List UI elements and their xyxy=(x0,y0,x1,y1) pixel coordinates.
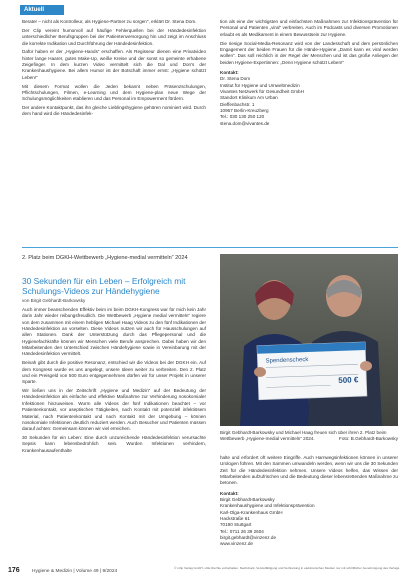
photo-credit: Foto: B.Gebhardt-Barkowsky xyxy=(339,436,398,442)
contact-line: Krankenhaushygiene und Infektionsprävention xyxy=(220,503,315,509)
section-tag: Aktuell xyxy=(20,5,64,15)
article-byline: von Birgit Gebhardt-Barkowsky xyxy=(22,298,86,303)
contact-line: Dr. Stena Dom xyxy=(220,76,251,82)
contact-line: Institut für Hygiene und Umweltmedizin xyxy=(220,82,300,88)
top-article-left-column xyxy=(22,19,206,120)
top-article-right-column xyxy=(220,19,398,127)
contact-label: Kontakt: xyxy=(220,490,239,496)
photo-caption xyxy=(220,430,398,442)
award-photo xyxy=(220,254,398,426)
paragraph: Berater – nicht als Kontrolleur, als Hygiene-Partner zu sorgen", erklärt Dr. Stena Dom. xyxy=(22,19,197,24)
contact-line: Vivantes Netzwerk für Gesundheit GmbH xyxy=(220,88,304,94)
contact-line: Dieffenbachstr. 1 xyxy=(220,101,255,107)
page-number: 176 xyxy=(8,567,20,574)
paragraph: Dafür haben er der „Hygiene-Hands“ erschaffen. Als Regisseur dienen eine Privatvideo hinter lange Haarer, gutes Make-Up, weiße Kreise und der sonst so gemeinte erhabene Zeigefinger. In dem kurzen Video vermittelt sich die Dal und Don's der Krankenhaushygiene. Bei allem Humor ist der Botschaft immer ernst: „Hygiene schützt Leben!“ xyxy=(22,49,206,80)
contact-line: Hackstraße 61 xyxy=(220,516,250,522)
cheque-amount: 500 € xyxy=(338,375,359,385)
contact-website[interactable]: www.vinzenz.de xyxy=(220,541,253,547)
contact-line: Tel.: 0711 26 39 2604 xyxy=(220,528,264,534)
contact-block-top xyxy=(220,70,398,127)
contact-label: Kontakt: xyxy=(220,69,239,75)
paragraph: Der andere Kontaktpunkt, das ihn gleiche Lieblingshygiene gehören nominiert wird. Durch dem hand wird die Händedesinfek- xyxy=(22,105,206,117)
contact-line: 70190 Stuttgart xyxy=(220,522,252,528)
paragraph: 30 Sekunden für ein Leben: Eine durch unzureichende Händedesinfektion verursachte Sepsis kann lebensbedrohlich sein. Wurden Infektionen verhindern, Krankenhausaufenthalte xyxy=(22,435,206,453)
paragraph: Wir ließen uns in der Zeitschrift „Hygiene und Medizin“ auf der Bedeutung der Händedesinfektion als einfache und effektive Maßnahme zur Verhinderung nosokomialer Infektionen hinzuweisen. Wurm alle Videos der fünf Indikationen beachtet – vor Patientenkontakt, vor aseptischen Tätigkeiten, nach Kontakt mit potenziell infektiösem Material, nach Patientenkontakt und nach Kontakt mit der Umgebung – können nosokomiale Infektionen deutlich reduziert werden. Auch Besucher und Patienten müssen darauf achten: Gemeinsam können wir viel erreichen. xyxy=(22,388,206,432)
paragraph: Mit diesem Format wollen die Jeden bekannt neben Präsenzschulungen, Pflichtschulungen, Filmen, e-Learning und dem Hygiene-plan neue Wege der Schulungsmöglichkeiten etablieren und das Personal im Empowerment fördern. xyxy=(22,83,206,102)
contact-line: Standort Klinikum Am Urban xyxy=(220,95,278,101)
contact-line: Birgit Gebhardt-Barkowsky xyxy=(220,497,275,503)
contact-email[interactable]: stena.dom@vivantes.de xyxy=(220,120,270,126)
contact-line: 10967 Berlin-Kreuzberg xyxy=(220,107,269,113)
contact-block-bottom xyxy=(220,491,398,548)
contact-email[interactable]: birgit.gebhardt@vinzenz.de xyxy=(220,535,276,541)
section-divider xyxy=(22,247,398,248)
legal-notice: © mhp Verlag GmbH • Alle Rechte vorbehalten. Nachdruck, Vervielfältigung und Verbreitung in elektronischen Medien nur mit schriftlicher Genehmigung des Verlags. xyxy=(174,566,401,570)
contact-line: Karl-Olga-Krankenhaus GmbH xyxy=(220,509,283,515)
publication-info: Hygiene & Medizin | Volume 49 | 9/2024 xyxy=(32,568,118,574)
paragraph: tion als eine der wichtigsten und einfachsten Maßnahmen zur Infektionsprävention für Personal und Patienten „viral“ verbreiten. Auch im Podcasts und diversen Promotionen erlaubt es als Medikament in einem Bewusstsein zur Hygiene. xyxy=(220,19,398,37)
article-right-column xyxy=(220,455,398,548)
paragraph: Die riesige Social-Media-Resonanz wird von der Landesschaft und dem persönlichen Engagement der beiden Frauen für die Hände-Hygiene „Damit kann es viral werden wollen“. Das soll reichlich in der Regel der Menschen und ist das große Anliegen der beiden Hygiene-Expertinnen: „Denn Hygiene schützt Leben!“ xyxy=(220,40,398,65)
caption-text: Birgit Gebhardt-Barkowsky und Michael Haag freuen sich über ihren 2. Platz beim Wettbewerb „Hygiene-medial vermitteln“ 2024. xyxy=(220,430,387,442)
award-photo-illustration xyxy=(220,254,398,426)
paragraph: Auch immer beanschenden Effektiv beim im beim DGKH-Kongress war für mich kein Jahr darin Jahr wieder reibungsfreudlich. Die Wettbewerb „Hygiene medial vermitteln“ regiere von dem zusammen mit einem hebligen Michael Haag Videos zu den fünf Indikationen der Händedesinfektion an vorselten. Diese Videos nutzen wir auch für Hausschulungen auf allen Stationen. Dank der Unterstützung durch das Pflegepersonal und die Hygienefachkräfte können wir Menschen viele Berufe ansprechen. Dabei haben wir den Mitarbeitenden den Unterschied zwischen Händehygiene sowie in Vereinbarung mit der Händedesinfektion vermittelt. xyxy=(22,307,206,357)
article-headline: 30 Sekunden für ein Leben – Erfolgreich mit Schulungs-Videos zur Händehygiene xyxy=(22,276,186,296)
contact-line: Tel.: 030 130 250 120 xyxy=(220,114,265,120)
paragraph: Beinah gibt durch die positive Resonanz, entschied wir die Videos bei der DGKH ein. Auf dem Kongress wurde es uns angelegt, unsere Ideen weiter zu verbreiten. Den 2. Platz und ein Preisgeld von 500 Euro entgegennehmen dürfen wir für unser Projekt in unserer Sparte. xyxy=(22,360,206,385)
article-left-column xyxy=(22,307,206,457)
article-kicker: 2. Platz beim DGKH-Wettbewerb „Hygiene-medial vermitteln“ 2024 xyxy=(22,255,188,261)
page-footer xyxy=(8,565,404,579)
paragraph: Der Clip vereint humorvoll auf häufige Fehlerquellen bei der Händedesinfektion unterschiedlicher Berufsgruppen bei der Patientenversorgung hin und zeigt im Anschluss die korrekte Indikation und Durchführung der Händedesinfektion. xyxy=(22,27,206,46)
paragraph: halte und erfordert oft weitere Eingriffe. Auch Harnwegsinfektionen können in unserer Urologen führen. Mit den Sammen umwandeln werden, wenn wir uns die 30 Sekunden Zeit für die Händedesinfektion nehmen. Unsere Videos helfen, das Wissen der Mitarbeitenden aufzufrischen und die Bedeutung dieser lebensrettenden Maßnahme zu betonen. xyxy=(220,455,398,486)
cheque-title: Spendenscheck xyxy=(265,357,309,365)
